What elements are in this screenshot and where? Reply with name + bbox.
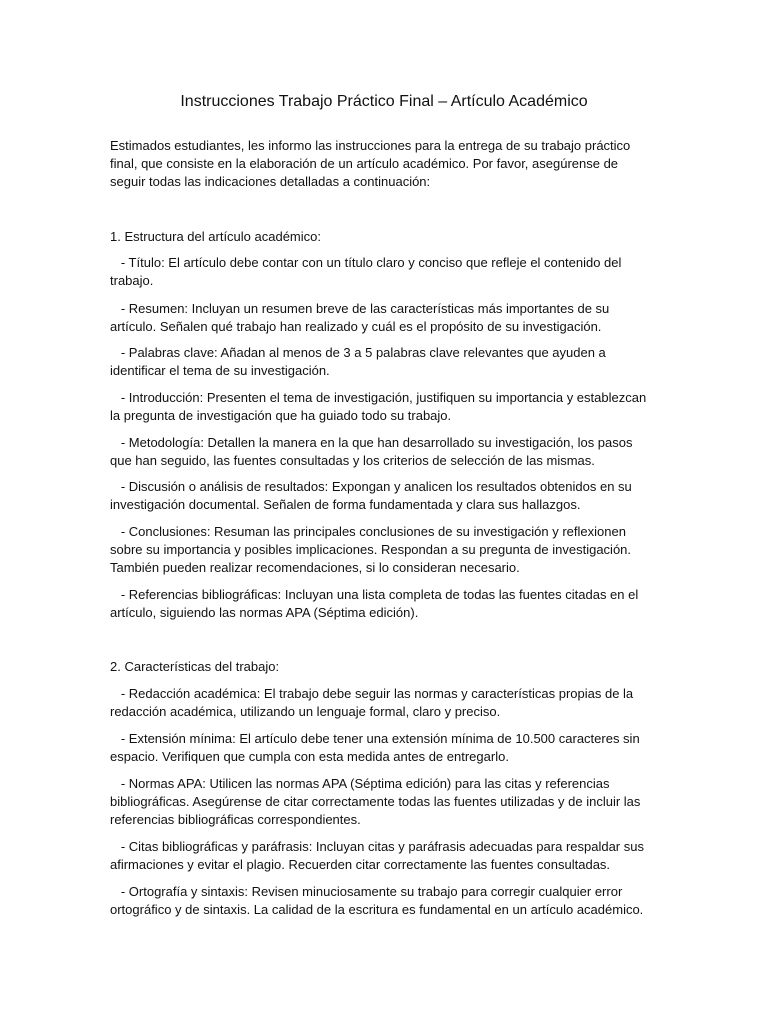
list-item: - Palabras clave: Añadan al menos de 3 a 5 palabras clave relevantes que ayuden a identificar el tema de su investigación. <box>110 345 606 378</box>
list-item: - Normas APA: Utilicen las normas APA (Séptima edición) para las citas y referencias bibliográficas. Asegúrense de citar correctamente todas las fuentes utilizadas y de incluir las referencias bibliográficas correspondientes. <box>110 776 641 827</box>
intro-paragraph: Estimados estudiantes, les informo las instrucciones para la entrega de su trabajo práctico final, que consiste en la elaboración de un artículo académico. Por favor, asegúrense de seguir todas las indicaciones detalladas a continuación: <box>110 138 631 189</box>
list-item: - Conclusiones: Resuman las principales conclusiones de su investigación y reflexionen sobre su importancia y posibles implicaciones. Respondan a su pregunta de investigación. También pueden realizar recomendaciones, si lo consideran necesario. <box>110 524 632 575</box>
list-item: - Introducción: Presenten el tema de investigación, justifiquen su importancia y establezcan la pregunta de investigación que ha guiado todo su trabajo. <box>110 390 647 423</box>
list-item: - Metodología: Detallen la manera en la que han desarrollado su investigación, los pasos que han seguido, las fuentes consultadas y los criterios de selección de las mismas. <box>110 435 633 468</box>
list-item: - Resumen: Incluyan un resumen breve de las características más importantes de su artículo. Señalen qué trabajo han realizado y cuál es el propósito de su investigación. <box>110 301 610 334</box>
list-item: - Título: El artículo debe contar con un título claro y conciso que refleje el contenido del trabajo. <box>110 255 622 288</box>
list-item: - Discusión o análisis de resultados: Expongan y analicen los resultados obtenidos en su investigación documental. Señalen de forma fundamentada y clara sus hallazgos. <box>110 479 632 512</box>
list-item: - Citas bibliográficas y paráfrasis: Incluyan citas y paráfrasis adecuadas para respaldar sus afirmaciones y evitar el plagio. Recuerden citar correctamente las fuentes consultadas. <box>110 839 644 872</box>
document-title: Instrucciones Trabajo Práctico Final – Artículo Académico <box>180 93 588 110</box>
list-item: - Redacción académica: El trabajo debe seguir las normas y características propias de la redacción académica, utilizando un lenguaje formal, claro y preciso. <box>110 686 634 719</box>
section-heading-caracteristicas: 2. Características del trabajo: <box>110 659 280 674</box>
list-item: - Extensión mínima: El artículo debe tener una extensión mínima de 10.500 caracteres sin espacio. Verifiquen que cumpla con esta medida antes de entregarlo. <box>110 731 640 764</box>
list-item: - Ortografía y sintaxis: Revisen minuciosamente su trabajo para corregir cualquier error ortográfico y de sintaxis. La calidad de la escritura es fundamental en un artículo académico. <box>110 884 644 917</box>
list-item: - Referencias bibliográficas: Incluyan una lista completa de todas las fuentes citadas en el artículo, siguiendo las normas APA (Séptima edición). <box>110 587 639 620</box>
section-heading-estructura: 1. Estructura del artículo académico: <box>110 229 321 244</box>
